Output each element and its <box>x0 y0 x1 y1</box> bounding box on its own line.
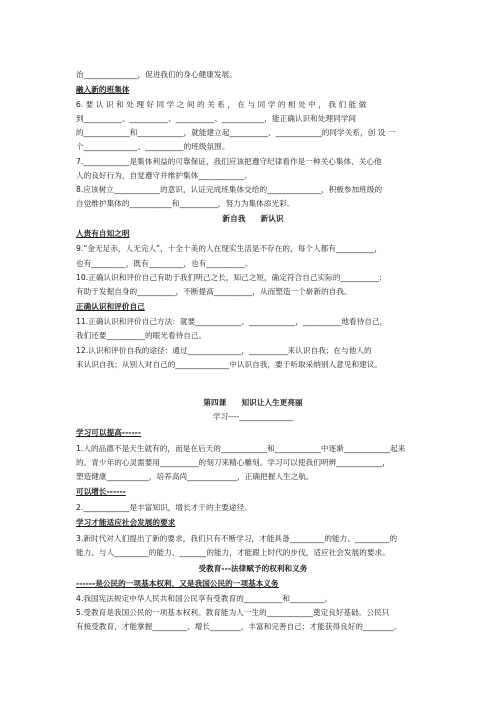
section-heading: 可以增长------ <box>76 487 126 496</box>
text-line: 的。青少年的心灵需要用__________的刻刀来精心雕刻。学习可以使我们明辨____________， <box>76 458 390 467</box>
text-line: 4.我国宪法规定中华人民共和国公民享有受教育的__________和_________。 <box>76 594 333 603</box>
section-heading: 融入新的班集体 <box>76 85 130 94</box>
text-line: 个______________、__________的班级氛围。 <box>76 142 230 151</box>
text-line: 来认识自我；从别人对自己的______________中认识自我，要于听取采纳别人意见和建议。 <box>76 360 383 369</box>
lesson-title: 学习----______________ <box>212 412 294 421</box>
text-line: 我们还要__________的眼光看待自己。 <box>76 331 207 340</box>
text-line: 有助于发掘自身的__________，不断提高__________，从而塑造一个崭新的自我。 <box>76 287 352 296</box>
section-heading: 学习才能适应社会发展的要求 <box>76 518 176 527</box>
text-line: 治______________，促进我们的身心健康发展。 <box>76 70 237 79</box>
text-line: 5.受教育是我国公民的一项基本权利。教育能为人一生的____________奠定良好基础。公民只 <box>76 608 390 617</box>
text-line: 7.____________是集体利益的可靠保证，我们应该把遵守纪律看作是一种关心集体、关心他 <box>76 157 382 166</box>
text-line: 自觉维护集体的___________和__________，努力为集体添光彩。 <box>76 199 295 208</box>
lesson-title: 第四课 知识让人生更亮丽 <box>203 398 303 407</box>
text-line: 10.正确认识和评价自己有助于我们明己之长，知己之短，确定符合自己实际的__________； <box>76 273 387 282</box>
text-line: 9.“金无足赤，人无完人”，十全十美的人在现实生活是不存在的，每个人都有__________， <box>76 244 383 253</box>
text-line: 人的良好行为，自觉遵守并维护集体____________。 <box>76 171 253 180</box>
text-line: 6. 要 认 识 和 处 理 好 同 学 之 间 的 关 系 ， 在 与 同 学 的 相 处 中 ， 我 们 能 做 <box>76 100 367 109</box>
lesson-title: 新自我 新认识 <box>222 214 284 223</box>
lesson-title: 受教育---法律赋予的权利和义务 <box>198 564 308 573</box>
text-line: 3.新时代对人们提出了新的要求，我们只有不断学习，才能具备_________的能力、_________的 <box>76 534 398 543</box>
text-line: 11.正确认识和评价自己方法：就要____________、____________，__________地看待自己， <box>76 317 388 326</box>
text-line: 的____________和____________，就能建立起__________、____________的同学关系，创 设 一 <box>76 128 396 137</box>
text-line: 也有_________，既有_________，也有__________。 <box>76 259 253 268</box>
text-line: 到__________、__________、__________、___________，能正确认识和处理同学间 <box>76 114 357 123</box>
text-line: 能力、与人_________的能力、_______的能力，才能跟上时代的步伐，适应社会发展的要求。 <box>76 548 390 557</box>
text-line: 1.人的品德不是天生就有的，而是在后天的____________和____________中逐渐____________起来 <box>76 444 406 453</box>
text-line: 2.____________是丰富知识，增长才干的主要途径。 <box>76 503 252 512</box>
section-heading: 人贵有自知之明 <box>76 229 130 238</box>
text-line: 8.应该树立____________的意识，认证完成班集体交给的______________，积极参加班级的 <box>76 185 383 194</box>
text-line: 有接受教育，才能掌握_________、增长________，丰富和完善自己；才能获得良好的________。 <box>76 622 402 631</box>
section-heading: 正确认识和评价自己 <box>76 302 145 311</box>
section-heading: ------是公民的一项基本权利，又是我国公民的一项基本义务 <box>76 579 279 588</box>
text-line: 12.认识和评价自我的途径：通过______________，__________来认识自我；在与他人的 <box>76 346 372 355</box>
section-heading: 学习可以提高------ <box>76 428 142 437</box>
text-line: 塑造健康___________，培养高尚_____________，正确把握人生之航。 <box>76 472 314 481</box>
